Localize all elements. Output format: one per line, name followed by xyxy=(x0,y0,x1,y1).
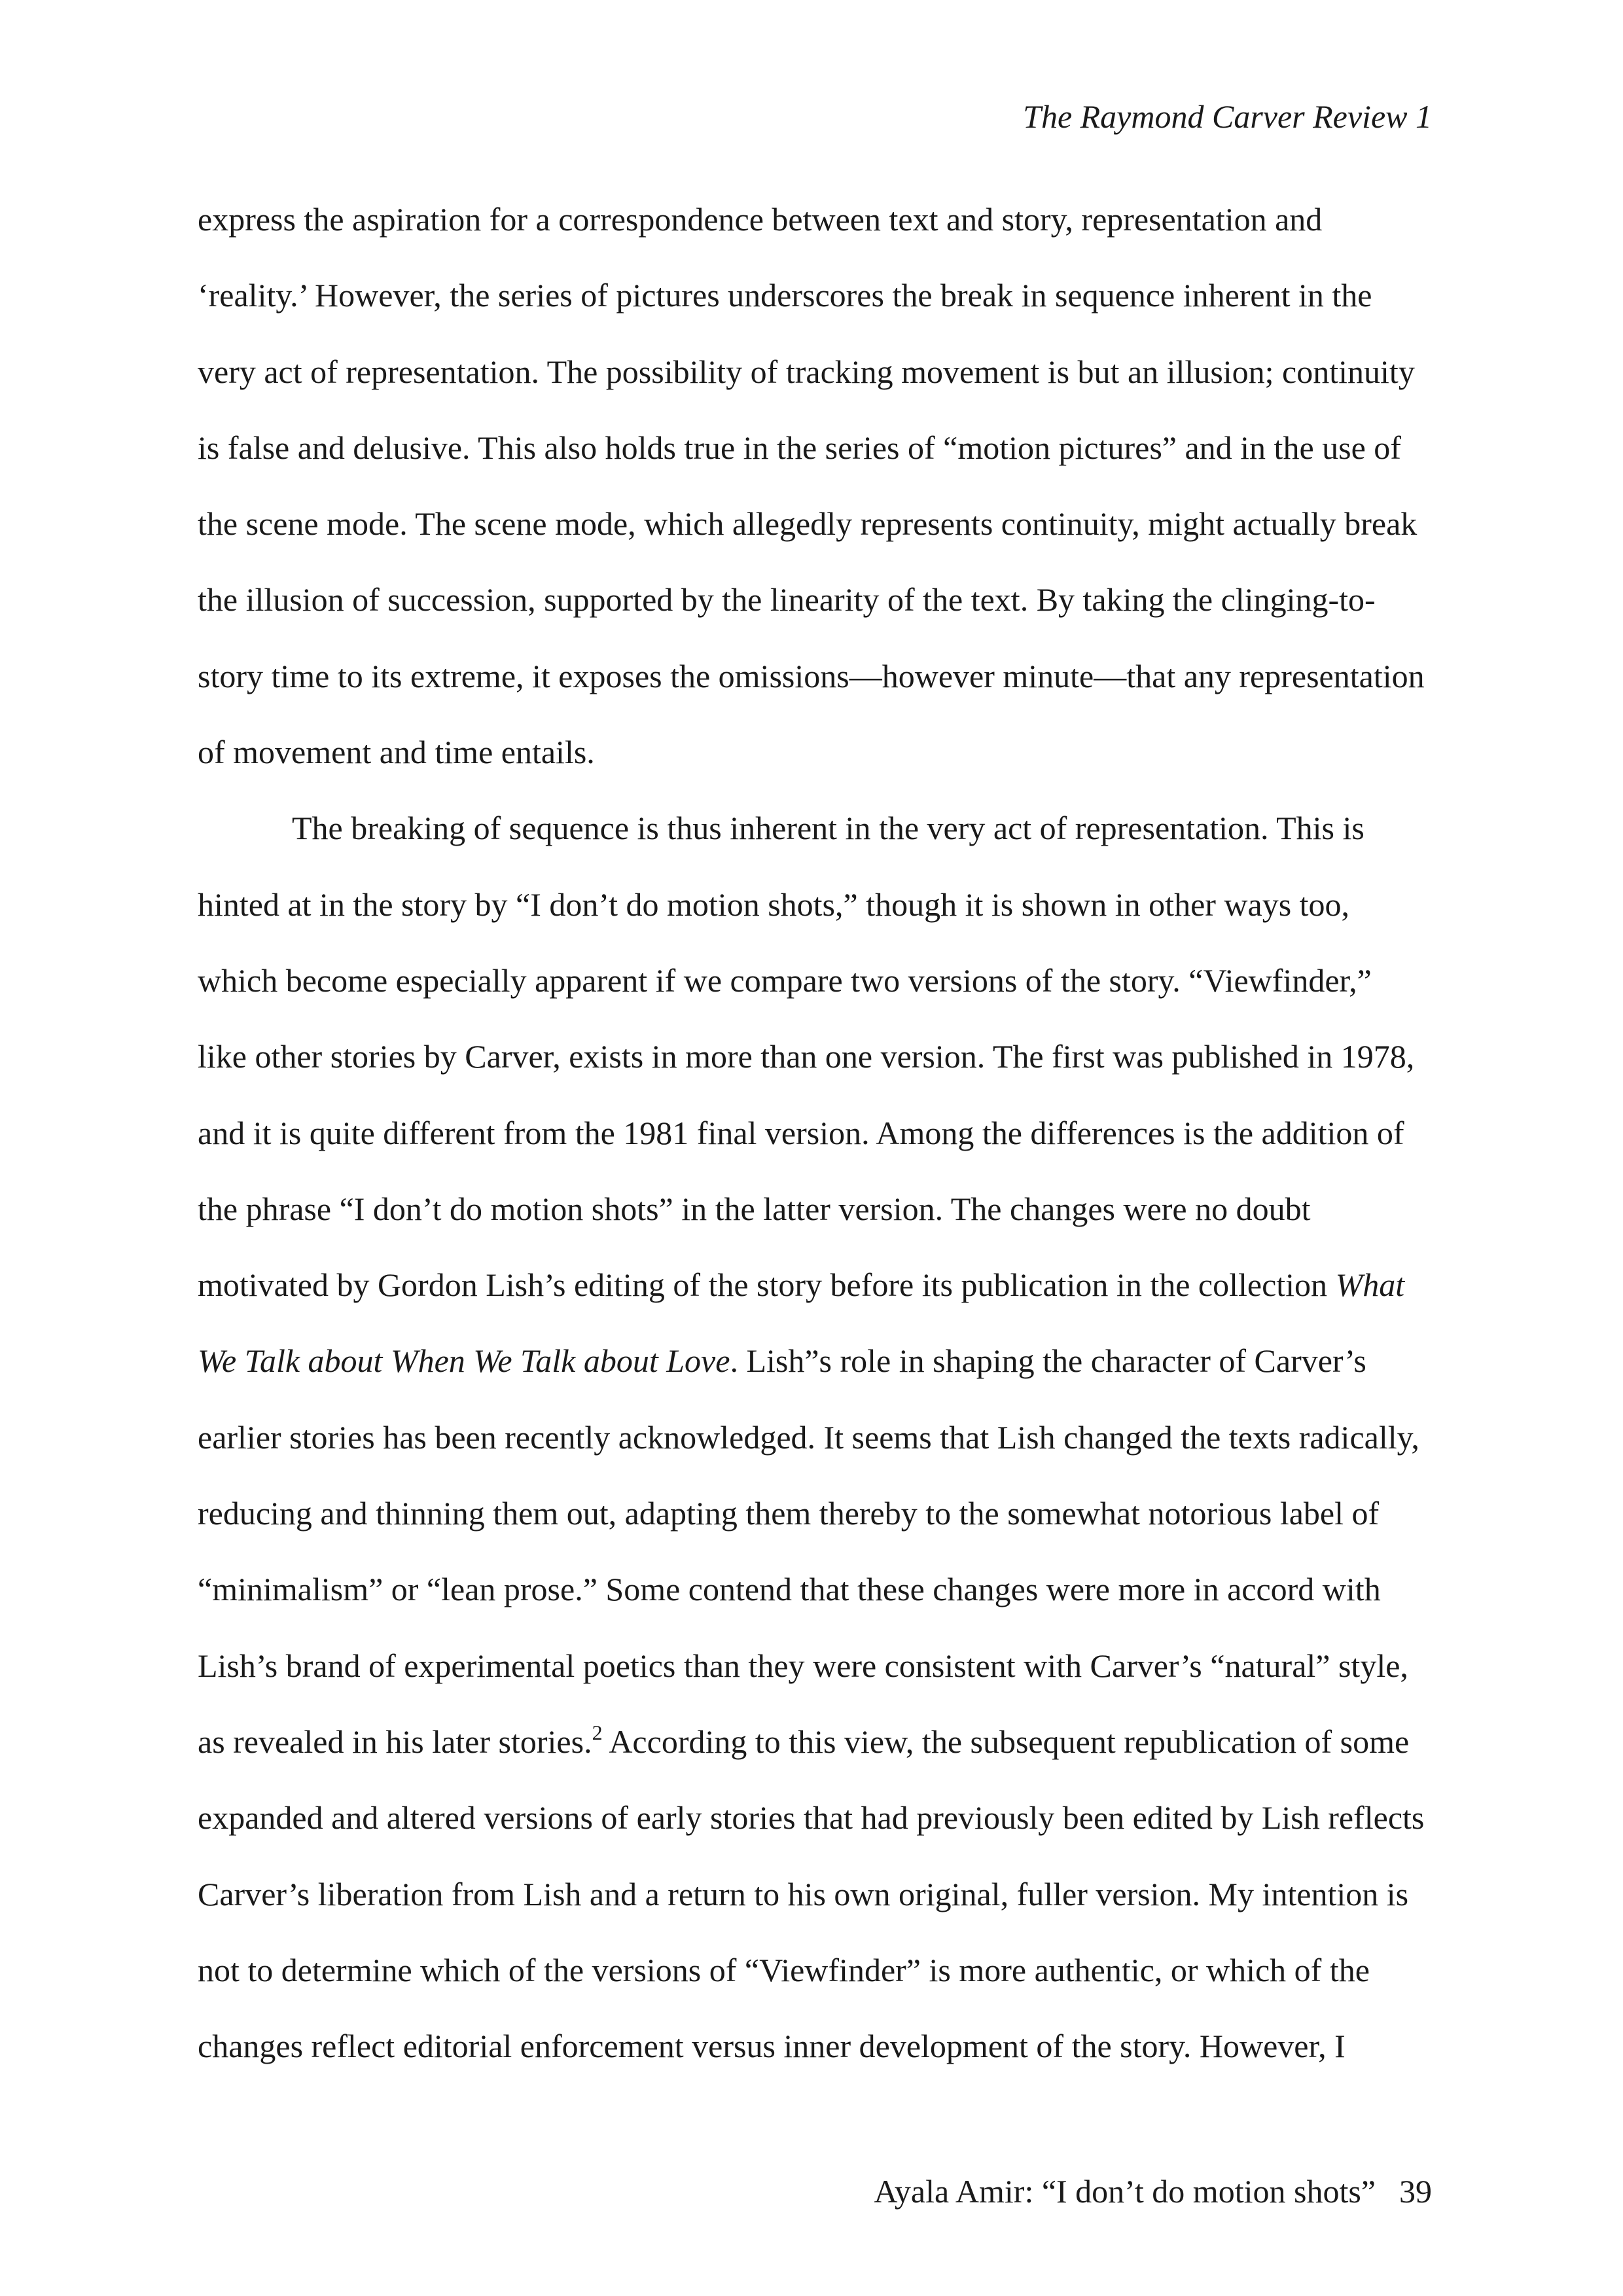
text-line xyxy=(198,1249,1435,1325)
page-footer xyxy=(874,2172,1432,2211)
text-line: changes reflect editorial enforcement versus inner development of the story. However, I xyxy=(198,2028,1346,2065)
body-text xyxy=(198,183,1435,2086)
text-line: very act of representation. The possibility of tracking movement is but an illusion; continuity xyxy=(198,353,1415,390)
text-line: and it is quite different from the 1981 final version. Among the differences is the addition of xyxy=(198,1114,1404,1151)
book-title-italic: What xyxy=(1335,1266,1405,1304)
text-line: of movement and time entails. xyxy=(198,734,595,771)
footnote-marker[interactable]: 2 xyxy=(592,1720,603,1744)
text-line: the illusion of succession, supported by the linearity of the text. By taking the clinging-to- xyxy=(198,581,1376,619)
text-line: story time to its extreme, it exposes the omissions—however minute—that any representation xyxy=(198,657,1425,694)
text-line: Carver’s liberation from Lish and a return to his own original, fuller version. My intention is xyxy=(198,1875,1409,1912)
text-line: Lish’s brand of experimental poetics than they were consistent with Carver’s “natural” style, xyxy=(198,1647,1408,1684)
text-line xyxy=(198,1706,1435,1782)
text-line: ‘reality.’ However, the series of pictures underscores the break in sequence inherent in the xyxy=(198,277,1372,314)
running-head: The Raymond Carver Review 1 xyxy=(1023,98,1432,135)
text-segment: as revealed in his later stories. xyxy=(198,1723,592,1760)
page-number: 39 xyxy=(1399,2173,1432,2210)
text-line: earlier stories has been recently acknowledged. It seems that Lish changed the texts radically, xyxy=(198,1418,1419,1456)
text-line xyxy=(198,1325,1435,1401)
text-segment: motivated by Gordon Lish’s editing of the story before its publication in the collection xyxy=(198,1266,1336,1304)
text-line: the scene mode. The scene mode, which allegedly represents continuity, might actually break xyxy=(198,505,1418,543)
text-segment: . Lish”s role in shaping the character of Carver’s xyxy=(730,1342,1366,1380)
text-line: which become especially apparent if we compare two versions of the story. “Viewfinder,” xyxy=(198,961,1372,999)
text-line: is false and delusive. This also holds true in the series of “motion pictures” and in the use of xyxy=(198,429,1401,466)
text-line: express the aspiration for a correspondence between text and story, representation and xyxy=(198,201,1323,238)
text-line: “minimalism” or “lean prose.” Some contend that these changes were more in accord with xyxy=(198,1571,1381,1608)
paragraph-first-line: The breaking of sequence is thus inherent in the very act of representation. This is xyxy=(292,810,1364,847)
text-line: hinted at in the story by “I don’t do motion shots,” though it is shown in other ways too, xyxy=(198,886,1350,923)
text-segment: According to this view, the subsequent republication of some xyxy=(602,1723,1410,1760)
text-line: the phrase “I don’t do motion shots” in the latter version. The changes were no doubt xyxy=(198,1190,1311,1227)
book-title-italic: We Talk about When We Talk about Love xyxy=(198,1342,730,1380)
text-line: not to determine which of the versions of “Viewfinder” is more authentic, or which of the xyxy=(198,1951,1370,1988)
footer-author-title: Ayala Amir: “I don’t do motion shots” xyxy=(874,2173,1376,2210)
text-line: reducing and thinning them out, adapting them thereby to the somewhat notorious label of xyxy=(198,1495,1380,1532)
text-line: expanded and altered versions of early stories that had previously been edited by Lish reflects xyxy=(198,1799,1425,1837)
text-line: like other stories by Carver, exists in more than one version. The first was published in 1978, xyxy=(198,1038,1415,1075)
